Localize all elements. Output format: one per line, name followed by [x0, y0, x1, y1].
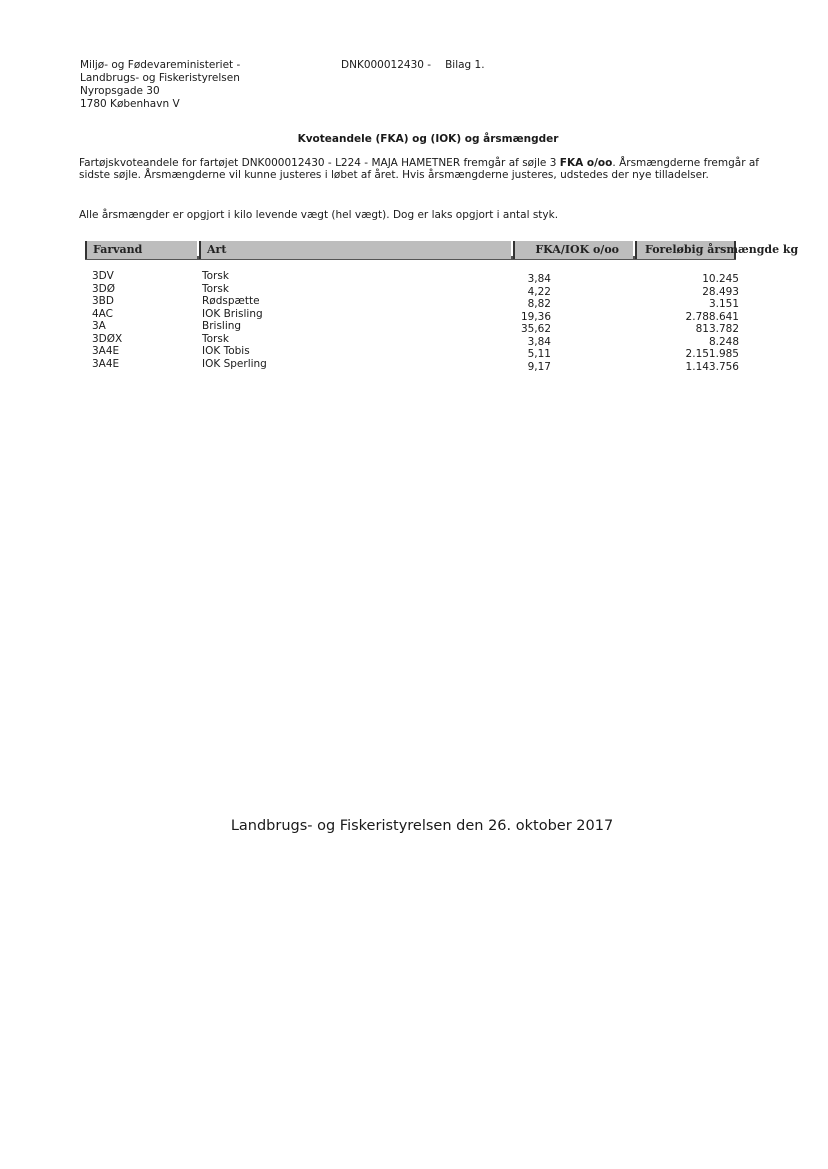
table-row — [0, 283, 828, 296]
table-header — [85, 241, 799, 261]
cell-fka: 35,62 — [520, 323, 551, 335]
unit-note: Alle årsmængder er opgjort i kilo levende vægt (hel vægt). Dog er laks opgjort i antal styk. — [79, 209, 559, 221]
cell-kg: 10.245 — [702, 273, 739, 285]
cell-kg: 28.493 — [702, 285, 739, 298]
cell-art: IOK Tobis — [202, 345, 250, 357]
cell-kg: 2.151.985 — [685, 348, 739, 360]
cell-art: IOK Brisling — [202, 307, 263, 320]
footer-text: Landbrugs- og Fiskeristyrelsen den 26. oktober 2017 — [230, 818, 614, 834]
cell-farvand: 3A — [92, 320, 106, 332]
sender-line: 1780 København V — [80, 98, 180, 110]
table-row — [0, 358, 828, 371]
cell-farvand: 3A4E — [92, 357, 120, 370]
intro-text-rest: . Årsmængderne fremgår af sidste søjle. Årsmængderne vil kunne justeres i løbet af året. Hvis årsmængderne justeres, udstedes der nye tilladelser. — [79, 157, 759, 181]
table-row — [0, 333, 828, 346]
cell-kg: 1.143.756 — [685, 360, 739, 373]
sender-address — [80, 59, 240, 111]
cell-art: Brisling — [202, 320, 242, 332]
cell-kg: 8.248 — [708, 335, 739, 348]
cell-fka: 5,11 — [527, 348, 551, 360]
table-row — [0, 295, 828, 308]
sender-line: Miljø- og Fødevareministeriet - — [80, 59, 241, 71]
cell-fka: 8,82 — [527, 298, 551, 310]
cell-fka: 19,36 — [520, 310, 551, 323]
page-title — [0, 133, 828, 145]
cell-fka: 3,84 — [527, 335, 551, 348]
cell-art: Torsk — [202, 332, 229, 345]
column-header-fka: FKA/IOK o/oo — [513, 241, 633, 259]
column-header-art: Art — [199, 241, 511, 259]
cell-kg: 3.151 — [708, 298, 739, 310]
column-header-kg-cell — [635, 241, 799, 259]
cell-farvand: 3DØX — [92, 332, 123, 345]
table-row — [0, 270, 828, 283]
intro-text: Fartøjskvoteandele for fartøjet DNK000012430 - L224 - MAJA HAMETNER fremgår af søjle 3 — [79, 157, 560, 169]
table-body — [0, 270, 828, 373]
cell-farvand: 4AC — [92, 307, 114, 320]
cell-art: Torsk — [202, 282, 229, 295]
cell-farvand: 3DV — [92, 270, 114, 282]
column-header-farvand: Farvand — [85, 241, 197, 259]
cell-fka: 4,22 — [527, 285, 551, 298]
table-row — [0, 320, 828, 333]
annex-label: Bilag 1. — [445, 59, 485, 71]
cell-fka: 9,17 — [527, 360, 551, 373]
document-reference — [341, 59, 485, 72]
sender-line: Landbrugs- og Fiskeristyrelsen — [80, 72, 240, 84]
cell-farvand: 3DØ — [92, 282, 116, 295]
cell-art: IOK Sperling — [202, 357, 267, 370]
cell-kg: 813.782 — [695, 323, 739, 335]
column-header-kg: Foreløbig årsmængde kg — [645, 243, 799, 256]
intro-bold-term: FKA o/oo — [559, 157, 613, 169]
table-row — [0, 308, 828, 321]
cell-farvand: 3BD — [92, 295, 114, 307]
cell-fka: 3,84 — [527, 273, 551, 285]
table-row — [0, 345, 828, 358]
footer-signature — [0, 818, 828, 834]
cell-kg: 2.788.641 — [685, 310, 739, 323]
intro-paragraph — [79, 157, 759, 181]
page-title-text: Kvoteandele (FKA) og (IOK) og årsmængder — [297, 133, 559, 145]
cell-art: Rødspætte — [202, 295, 260, 307]
reference-number: DNK000012430 - — [341, 59, 432, 71]
sender-line: Nyropsgade 30 — [80, 85, 160, 97]
cell-art: Torsk — [202, 270, 229, 282]
cell-farvand: 3A4E — [92, 345, 120, 357]
